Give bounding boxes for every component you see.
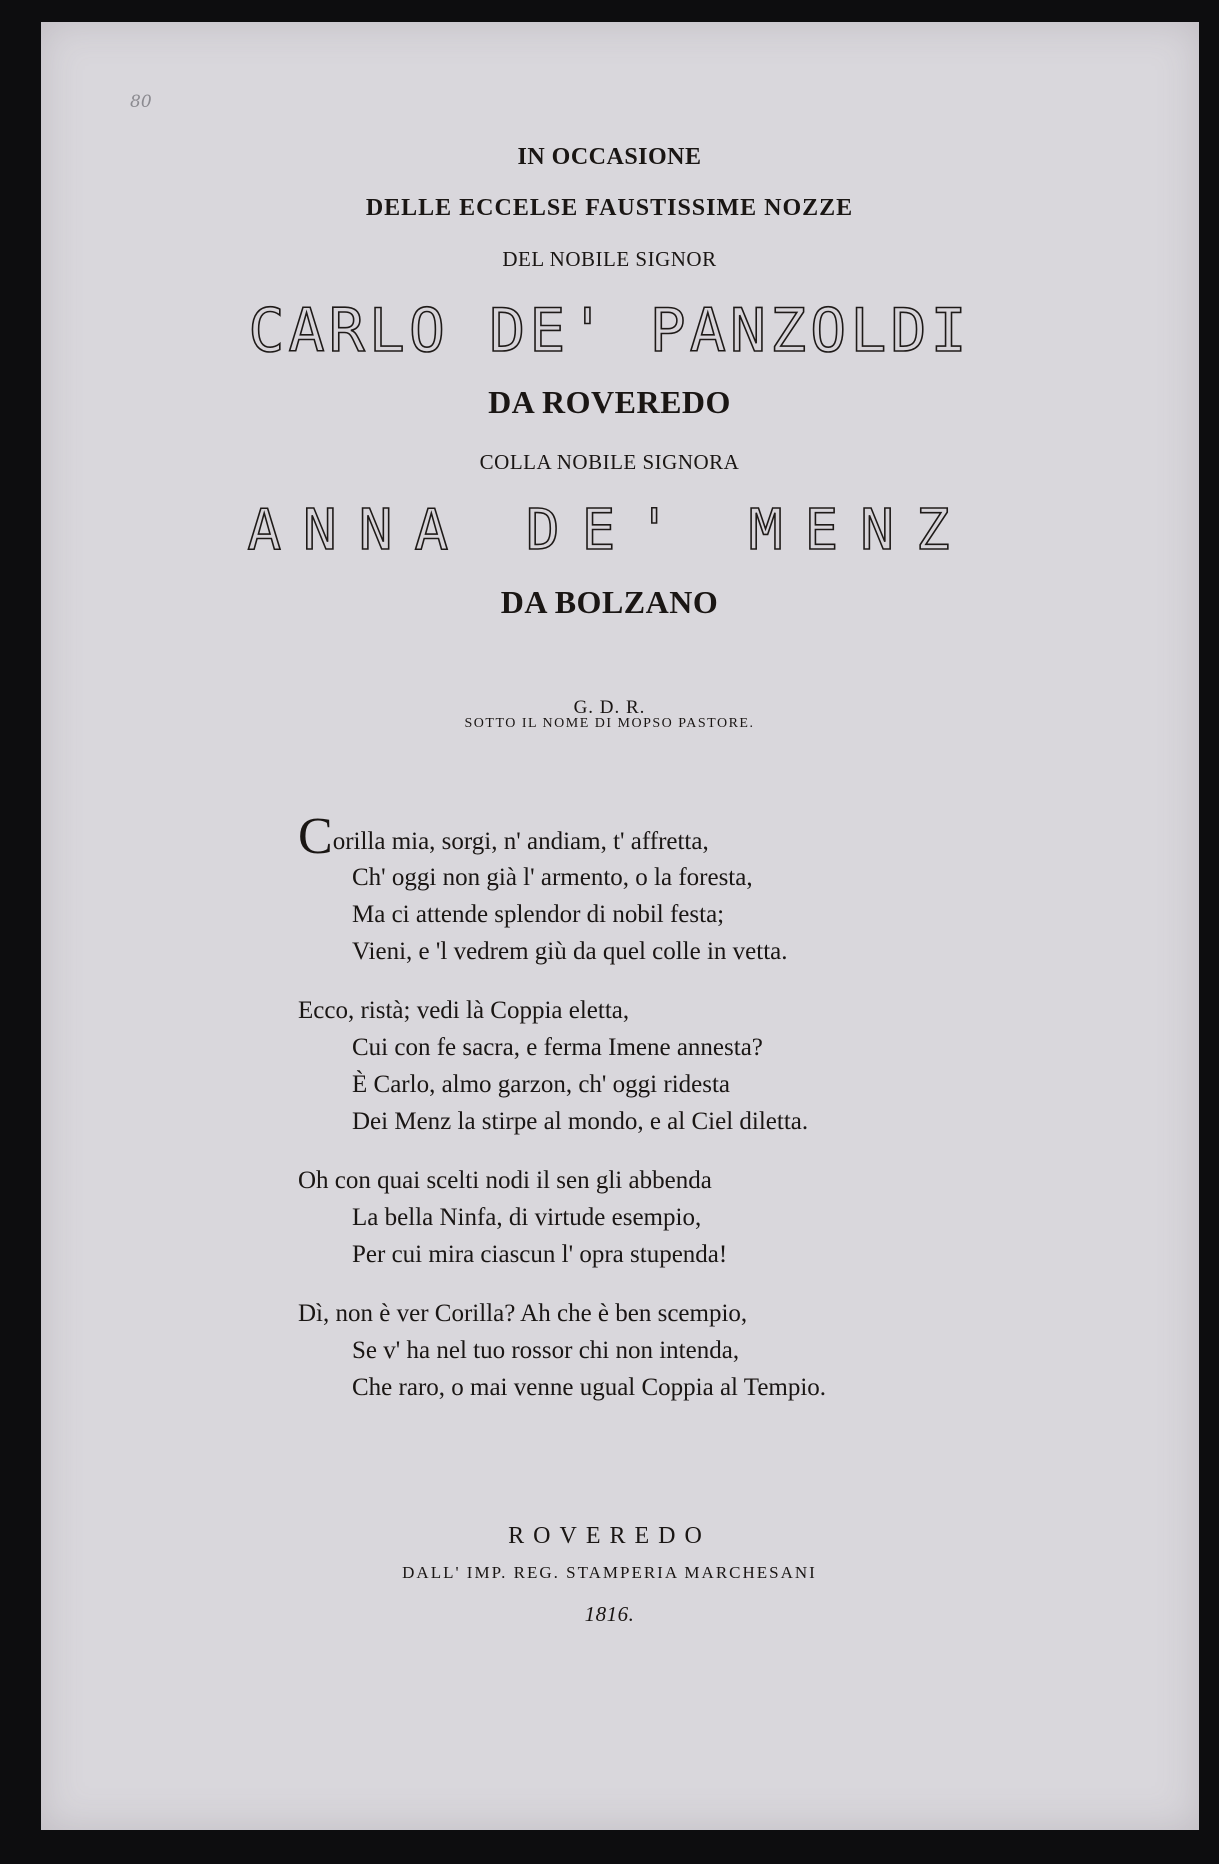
poem-line: Dì, non è ver Corilla? Ah che è ben scempio,: [298, 1300, 748, 1327]
poem-line: Ch' oggi non già l' armento, o la foresta,: [352, 864, 753, 891]
poem-line: Per cui mira ciascun l' opra stupenda!: [352, 1241, 728, 1268]
poem-line: Ecco, ristà; vedi là Coppia eletta,: [298, 997, 630, 1024]
header-line-3: DEL NOBILE SIGNOR: [502, 247, 717, 271]
poem-line: [298, 808, 826, 865]
stanza-1: [298, 808, 826, 970]
author-alias: SOTTO IL NOME DI MOPSO PASTORE.: [464, 716, 755, 731]
poem-line: Dei Menz la stirpe al mondo, e al Ciel diletta.: [352, 1108, 809, 1135]
stanza-4: [298, 1295, 826, 1406]
stanza-3: [298, 1162, 826, 1273]
drop-cap: C: [298, 808, 333, 865]
header-line-6: COLLA NOBILE SIGNORA: [479, 450, 740, 474]
header-line-1: IN OCCASIONE: [517, 144, 702, 170]
groom-place: DA ROVEREDO: [488, 384, 731, 420]
poem-line: Oh con quai scelti nodi il sen gli abbenda: [298, 1167, 712, 1194]
imprint-year: 1816.: [584, 1602, 635, 1626]
poem-line: La bella Ninfa, di virtude esempio,: [352, 1204, 702, 1231]
imprint-city: ROVEREDO: [508, 1523, 711, 1549]
sonnet: [298, 808, 827, 1428]
header-line-2: DELLE ECCELSE FAUSTISSIME NOZZE: [365, 195, 854, 221]
poem-line-text: orilla mia, sorgi, n' andiam, t' affretta,: [332, 828, 709, 855]
poem-line: Se v' ha nel tuo rossor chi non intenda,: [352, 1337, 740, 1364]
poem-line: Cui con fe sacra, e ferma Imene annesta?: [352, 1034, 763, 1061]
stanza-2: [298, 992, 826, 1140]
poem-line: È Carlo, almo garzon, ch' oggi ridesta: [352, 1071, 731, 1098]
poem-line: Vieni, e 'l vedrem giù da quel colle in vetta.: [352, 938, 788, 965]
bride-place: DA BOLZANO: [500, 584, 719, 620]
pencil-note: 80: [130, 92, 152, 112]
author-initials: G. D. R.: [573, 697, 646, 718]
poem-line: Ma ci attende splendor di nobil festa;: [352, 901, 725, 928]
poem-line: Che raro, o mai venne ugual Coppia al Tempio.: [352, 1374, 827, 1401]
bride-name: ANNA DE' MENZ: [247, 498, 972, 563]
imprint-printer: DALL' IMP. REG. STAMPERIA MARCHESANI: [402, 1563, 817, 1582]
groom-name: CARLO DE' PANZOLDI: [248, 296, 971, 366]
